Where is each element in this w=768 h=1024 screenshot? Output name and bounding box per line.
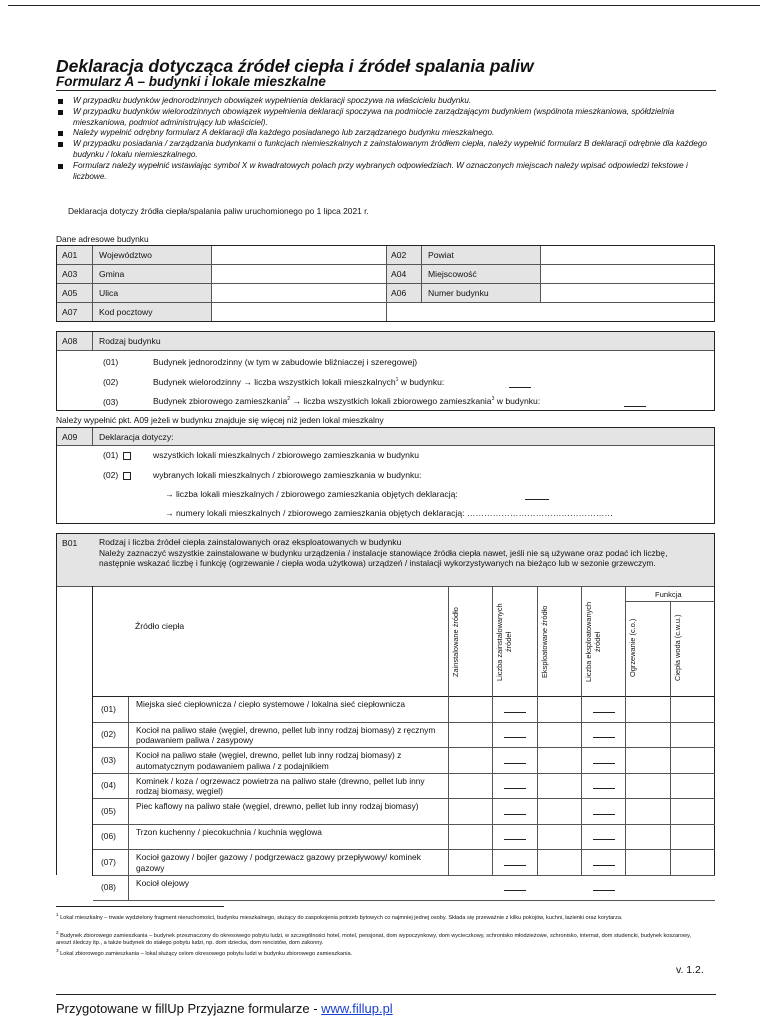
section-heading: Rodzaj i liczba źródeł ciepła zainstalowanych oraz eksploatowanych w budynku (99, 537, 402, 547)
version-label: v. 1.2. (676, 964, 704, 976)
installed-cell[interactable] (449, 850, 492, 876)
row-number: (02) (101, 729, 116, 740)
water-cell[interactable] (671, 697, 715, 723)
field-code: A04 (391, 269, 407, 279)
count-blank (504, 839, 526, 840)
water-cell[interactable] (671, 799, 715, 825)
col-water-header: Ciepła woda (c.w.u.) (673, 614, 682, 682)
count-blank (504, 737, 526, 738)
operated-count-input[interactable] (582, 748, 625, 774)
count-blank (504, 763, 526, 764)
footnote-2: $^2$ Budynek zbiorowego zamieszkania – budynek przeznaczony do okresowego pobytu ludzi, w szczególności hotel, motel, pensjonat, dom wypoczynkowy, dom wycieczkowy, schronisko młodzieżowe, schronisko, internat, dom studencki, budynek koszarowy, areszt śledczy itp., a także budynek do stałego pobytu ludzi, np. dom dziecka, dom rencistów, dom zakonny. (56, 930, 692, 947)
selected-numbers-input[interactable]: …………………………………………… (466, 508, 613, 518)
option-number: (03) (103, 397, 119, 407)
row-number: (03) (101, 754, 116, 765)
row-source-label: Miejska sieć ciepłownicza / ciepło systemowe / lokalna sieć ciepłownicza (136, 699, 406, 709)
selected-count-input[interactable] (525, 499, 549, 500)
option-all-dwellings: wszystkich lokali mieszkalnych / zbiorowego zamieszkania w budynku (153, 450, 420, 460)
field-label-powiat: Powiat (428, 250, 454, 260)
count-blank (504, 890, 526, 891)
operated-cell[interactable] (538, 697, 581, 723)
building-type-section (56, 331, 715, 411)
instruction-item: W przypadku budynków jednorodzinnych obowiązek wypełnienia deklaracji spoczywa na właścicielu budynku. (56, 96, 720, 107)
option-number: (01) (103, 357, 119, 367)
operated-cell[interactable] (538, 799, 581, 825)
installed-cell[interactable] (449, 697, 492, 723)
row-number: (08) (101, 882, 116, 893)
operated-count-input[interactable] (582, 850, 625, 876)
field-code: A01 (62, 250, 78, 260)
heating-cell[interactable] (626, 723, 670, 749)
instruction-item: Formularz należy wypełnić wstawiając symbol X w kwadratowych polach przy wybranych odpowiedziach. W oznaczonych miejscach należy wpisać odpowiedzi tekstowe i liczbowe. (56, 161, 720, 183)
footer: Przygotowane w fillUp Przyjazne formularze - www.fillup.pl (56, 1001, 393, 1016)
operated-cell[interactable] (538, 723, 581, 749)
installed-cell[interactable] (449, 748, 492, 774)
footnote-3: $^3$ Lokal zbiorowego zamieszkania – lokal służący celom okresowego pobytu ludzi w budynku zbiorowego zamieszkania. (56, 948, 353, 957)
row-source-label: Kominek / koza / ogrzewacz powietrza na paliwo stałe (drewno, pellet lub inny rodzaj biomasy, węgiel) (136, 775, 425, 796)
row-number: (07) (101, 856, 116, 867)
installed-count-input[interactable] (493, 723, 537, 749)
installed-cell[interactable] (449, 799, 492, 825)
section-code: A08 (62, 336, 78, 346)
count-blank (593, 890, 615, 891)
operated-cell[interactable] (538, 876, 581, 902)
row-number: (05) (101, 805, 116, 816)
count-blank (593, 763, 615, 764)
option-number: (02) (103, 377, 119, 387)
row-source-label: Trzon kuchenny / piecokuchnia / kuchnia węglowa (136, 826, 322, 837)
heating-cell[interactable] (626, 748, 670, 774)
field-label-wojewodztwo: Województwo (99, 250, 152, 260)
operated-count-input[interactable] (582, 774, 625, 800)
footer-rule (56, 994, 716, 995)
count-blank (593, 788, 615, 789)
intro-note: Deklaracja dotyczy źródła ciepła/spalania paliw uruchomionego po 1 lipca 2021 r. (68, 206, 369, 216)
row-source-label: Kocioł gazowy / bojler gazowy / podgrzewacz gazowy przepływowy/ kominek gazowy (136, 852, 421, 873)
table-row (93, 876, 715, 902)
installed-count-input[interactable] (493, 799, 537, 825)
installed-count-input[interactable] (493, 850, 537, 876)
water-cell[interactable] (671, 850, 715, 876)
option-selected-dwellings: wybranych lokali mieszkalnych / zbiorowego zamieszkania w budynku: (153, 470, 422, 480)
table-row (93, 723, 715, 749)
operated-cell[interactable] (538, 748, 581, 774)
field-label-miejscowosc: Miejscowość (428, 269, 477, 279)
heating-cell[interactable] (626, 774, 670, 800)
installed-cell[interactable] (449, 825, 492, 851)
kod-pocztowy-input[interactable] (212, 303, 385, 321)
instruction-item: W przypadku budynków wielorodzinnych obowiązek wypełnienia deklaracji spoczywa na podmiocie zarządzającym budynkiem (wspólnota mieszkaniowa, spółdzielnia mieszkaniowa, podmiot administrujący lub właściciel). (56, 107, 720, 129)
field-label-ulica: Ulica (99, 288, 119, 298)
footnote-1: $^1$ Lokal mieszkalny – trwale wydzielony fragment nieruchomości, budynku mieszkalnego, służący do zaspokojenia potrzeb bytowych co najmniej jednej osoby. Składa się przeważnie z kilku pokojów, kuchni, łazienki oraz korytarza. (56, 912, 623, 921)
collective-count-input[interactable] (624, 406, 646, 407)
selected-numbers-label: → numery lokali mieszkalnych / zbiorowego zamieszkania objętych deklaracją: …………………………………………… (165, 508, 613, 518)
footnote-rule (56, 906, 224, 907)
water-cell[interactable] (671, 774, 715, 800)
numer-budynku-input[interactable] (541, 284, 714, 302)
miejscowosc-input[interactable] (541, 265, 714, 283)
field-label-kod-pocztowy: Kod pocztowy (99, 307, 153, 317)
top-rule (8, 5, 760, 6)
heating-cell[interactable] (626, 825, 670, 851)
page-title: Deklaracja dotycząca źródeł ciepła i źródeł spalania paliw (56, 56, 534, 76)
option-single-family[interactable]: Budynek jednorodzinny (w tym w zabudowie bliźniaczej i szeregowej) (153, 357, 418, 367)
installed-count-input[interactable] (493, 774, 537, 800)
row-source-label: Kocioł na paliwo stałe (węgiel, drewno, pellet lub inny rodzaj biomasy) z automatycznym podawaniem paliwa / z podajnikiem (136, 750, 402, 771)
field-code: A05 (62, 288, 78, 298)
option-number: (01) (103, 450, 119, 460)
address-heading: Dane adresowe budynku (56, 234, 149, 244)
instructions-list (56, 96, 720, 182)
col-function-header: Funkcja (655, 590, 682, 599)
count-blank (504, 712, 526, 713)
row-number: (06) (101, 831, 116, 842)
heat-sources-table (92, 586, 715, 893)
table-row (93, 748, 715, 774)
address-table (56, 245, 715, 322)
water-cell[interactable] (671, 748, 715, 774)
row-number: (04) (101, 780, 116, 791)
option-collective[interactable]: Budynek zbiorowego zamieszkania$^2$ → liczba wszystkich lokali zbiorowego zamieszkania$^3$ w budynku: (153, 396, 541, 406)
section-code: A09 (62, 432, 78, 442)
page-subtitle: Formularz A – budynki i lokale mieszkalne (56, 74, 326, 89)
count-blank (593, 865, 615, 866)
installed-count-input[interactable] (493, 748, 537, 774)
operated-count-input[interactable] (582, 697, 625, 723)
field-code: A02 (391, 250, 407, 260)
heating-cell[interactable] (626, 799, 670, 825)
section-code: B01 (62, 538, 78, 548)
powiat-input[interactable] (541, 246, 714, 264)
bullet-square-icon (58, 131, 63, 136)
table-row (93, 850, 715, 876)
col-installed-count-header: Liczba zainstalowanych źródeł (495, 603, 513, 681)
col-heating-header: Ogrzewanie (c.o.) (628, 618, 637, 678)
col-operated-header: Eksploatowane źródło (540, 605, 549, 679)
field-code: A06 (391, 288, 407, 298)
operated-count-input[interactable] (582, 799, 625, 825)
count-blank (593, 814, 615, 815)
installed-count-input[interactable] (493, 825, 537, 851)
operated-count-input[interactable] (582, 876, 625, 902)
field-code: A03 (62, 269, 78, 279)
section-label: Rodzaj budynku (99, 336, 161, 346)
bullet-square-icon (58, 164, 63, 169)
option-multi-family[interactable]: Budynek wielorodzinny → liczba wszystkich lokali mieszkalnych$^1$ w budynku: (153, 377, 445, 387)
count-blank (504, 814, 526, 815)
installed-cell[interactable] (449, 723, 492, 749)
row-source-label: Kocioł olejowy (136, 877, 190, 888)
water-cell[interactable] (671, 723, 715, 749)
count-blank (593, 737, 615, 738)
col-operated-count-header: Liczba eksploatowanych źródeł (584, 601, 602, 683)
table-row (93, 697, 715, 723)
all-dwellings-checkbox[interactable] (123, 452, 131, 460)
fillup-link[interactable]: www.fillup.pl (321, 1001, 393, 1016)
subtitle-rule (56, 90, 716, 91)
count-blank (504, 788, 526, 789)
bullet-square-icon (58, 142, 63, 147)
row-source-label: Piec kaflowy na paliwo stałe (węgiel, drewno, pellet lub inny rodzaj biomasy) (136, 801, 419, 811)
installed-cell[interactable] (449, 876, 492, 902)
operated-cell[interactable] (538, 850, 581, 876)
installed-cell[interactable] (449, 774, 492, 800)
field-code: A07 (62, 307, 78, 317)
installed-count-input[interactable] (493, 697, 537, 723)
instruction-item: Należy wypełnić odrębny formularz A deklaracji dla każdego posiadanego lub zarządzanego budynku mieszkalnego. (56, 128, 720, 139)
count-blank (593, 839, 615, 840)
count-blank (504, 865, 526, 866)
count-blank (593, 712, 615, 713)
operated-cell[interactable] (538, 825, 581, 851)
gmina-input[interactable] (212, 265, 385, 283)
declaration-scope-section (56, 427, 715, 524)
bullet-square-icon (58, 99, 63, 104)
row-number: (01) (101, 703, 116, 714)
table-row (93, 825, 715, 851)
col-source-header: Źródło ciepła (135, 621, 185, 631)
operated-count-input[interactable] (582, 723, 625, 749)
section-instruction: Należy zaznaczyć wszystkie zainstalowane w budynku urządzenia / instalacje stanowiące źródła ciepła nawet, jeśli nie są używane oraz podać ich liczbę, następnie wskazać liczbę i funkcję (ogrzewanie / ciepła woda użytkowa) urządzeń / instalacji wykorzystywanych na bieżąco lub w sezonie grzewczym. (99, 548, 668, 569)
table-row (93, 774, 715, 800)
ulica-input[interactable] (212, 284, 385, 302)
option-number: (02) (103, 470, 119, 480)
field-label-numer-budynku: Numer budynku (428, 288, 489, 298)
col-installed-header: Zainstalowane źródło (451, 607, 460, 677)
field-label-gmina: Gmina (99, 269, 125, 279)
selected-dwellings-checkbox[interactable] (123, 472, 131, 480)
operated-count-input[interactable] (582, 825, 625, 851)
row-source-label: Kocioł na paliwo stałe (węgiel, drewno, pellet lub inny rodzaj biomasy) z ręcznym podawaniem paliwa / zasypowy (136, 724, 436, 745)
bullet-square-icon (58, 110, 63, 115)
installed-count-input[interactable] (493, 876, 537, 902)
dwelling-count-input[interactable] (509, 387, 531, 388)
heating-cell[interactable] (626, 697, 670, 723)
a09-note: Należy wypełnić pkt. A09 jeżeli w budynku znajduje się więcej niż jeden lokal mieszkalny (56, 415, 384, 425)
water-cell[interactable] (671, 876, 715, 902)
instruction-item: W przypadku posiadania / zarządzania budynkami o funkcjach niemieszkalnych z zainstalowanym źródłem ciepła, należy wypełnić formularz B deklaracji odrębnie dla każdego budynku / lokalu niemieszkalnego. (56, 139, 720, 161)
table-row (93, 799, 715, 825)
heating-cell[interactable] (626, 876, 670, 902)
wojewodztwo-input[interactable] (212, 246, 385, 264)
water-cell[interactable] (671, 825, 715, 851)
heating-cell[interactable] (626, 850, 670, 876)
selected-count-label: → liczba lokali mieszkalnych / zbiorowego zamieszkania objętych deklaracją: (165, 489, 458, 499)
heat-sources-section (56, 533, 715, 893)
section-label: Deklaracja dotyczy: (99, 432, 174, 442)
operated-cell[interactable] (538, 774, 581, 800)
